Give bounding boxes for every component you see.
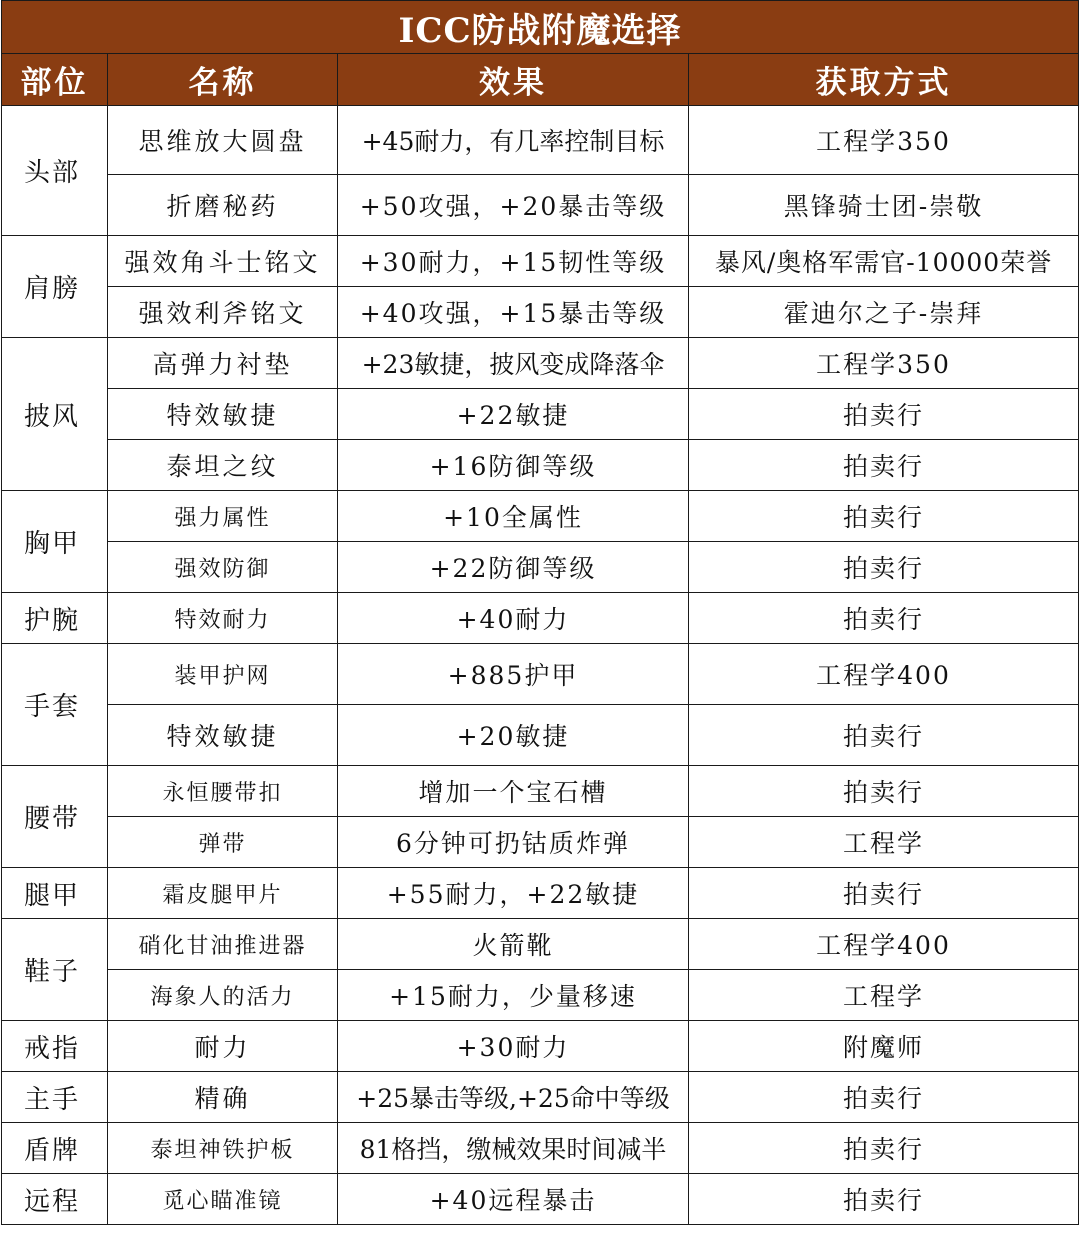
enchant-name-cell: 永恒腰带扣 — [108, 766, 338, 817]
table-row — [2, 1174, 1079, 1225]
enchant-name-cell: 泰坦神铁护板 — [108, 1123, 338, 1174]
enchant-name-cell: 高弹力衬垫 — [108, 338, 338, 389]
enchant-effect-cell: 火箭靴 — [338, 919, 689, 970]
table-row — [2, 593, 1079, 644]
slot-cell: 肩膀 — [2, 236, 108, 338]
enchant-name-cell: 特效敏捷 — [108, 389, 338, 440]
header-source: 获取方式 — [689, 54, 1079, 106]
enchant-effect-cell: +15耐力，少量移速 — [338, 970, 689, 1021]
slot-cell: 远程 — [2, 1174, 108, 1225]
enchant-name-cell: 强力属性 — [108, 491, 338, 542]
enchant-source-cell: 暴风/奥格军需官-10000荣誉 — [689, 236, 1079, 287]
enchant-source-cell: 拍卖行 — [689, 1072, 1079, 1123]
table-row — [2, 970, 1079, 1021]
enchant-source-cell: 工程学350 — [689, 338, 1079, 389]
slot-cell: 腰带 — [2, 766, 108, 868]
enchant-name-cell: 装甲护网 — [108, 644, 338, 705]
enchant-effect-cell: +22敏捷 — [338, 389, 689, 440]
enchant-effect-cell: 6分钟可扔钴质炸弹 — [338, 817, 689, 868]
enchant-name-cell: 耐力 — [108, 1021, 338, 1072]
enchant-effect-cell: +30耐力 — [338, 1021, 689, 1072]
slot-cell: 鞋子 — [2, 919, 108, 1021]
slot-cell: 头部 — [2, 106, 108, 236]
table-row — [2, 542, 1079, 593]
enchant-name-cell: 弹带 — [108, 817, 338, 868]
table-row — [2, 389, 1079, 440]
table-row — [2, 1072, 1079, 1123]
enchant-name-cell: 强效利斧铭文 — [108, 287, 338, 338]
table-row — [2, 491, 1079, 542]
enchant-name-cell: 海象人的活力 — [108, 970, 338, 1021]
enchant-source-cell: 拍卖行 — [689, 766, 1079, 817]
enchant-source-cell: 黑锋骑士团-崇敬 — [689, 175, 1079, 236]
enchant-source-cell: 工程学400 — [689, 644, 1079, 705]
enchant-source-cell: 拍卖行 — [689, 593, 1079, 644]
enchant-source-cell: 拍卖行 — [689, 1174, 1079, 1225]
enchant-effect-cell: +40耐力 — [338, 593, 689, 644]
enchant-effect-cell: +23敏捷，披风变成降落伞 — [338, 338, 689, 389]
enchant-effect-cell: +20敏捷 — [338, 705, 689, 766]
slot-cell: 戒指 — [2, 1021, 108, 1072]
table-row — [2, 705, 1079, 766]
enchant-effect-cell: +40攻强，+15暴击等级 — [338, 287, 689, 338]
enchant-source-cell: 附魔师 — [689, 1021, 1079, 1072]
enchant-effect-cell: 增加一个宝石槽 — [338, 766, 689, 817]
table-body — [2, 106, 1079, 1225]
enchant-source-cell: 拍卖行 — [689, 440, 1079, 491]
table-row — [2, 766, 1079, 817]
enchant-name-cell: 精确 — [108, 1072, 338, 1123]
table-row — [2, 1123, 1079, 1174]
enchant-source-cell: 拍卖行 — [689, 1123, 1079, 1174]
table-row — [2, 338, 1079, 389]
enchant-name-cell: 折磨秘药 — [108, 175, 338, 236]
enchant-source-cell: 工程学400 — [689, 919, 1079, 970]
enchant-source-cell: 工程学 — [689, 817, 1079, 868]
header-slot: 部位 — [2, 54, 108, 106]
enchant-source-cell: 工程学350 — [689, 106, 1079, 175]
slot-cell: 手套 — [2, 644, 108, 766]
table-row — [2, 106, 1079, 175]
enchant-effect-cell: +885护甲 — [338, 644, 689, 705]
enchant-name-cell: 霜皮腿甲片 — [108, 868, 338, 919]
enchant-table — [1, 0, 1079, 1225]
enchant-effect-cell: +40远程暴击 — [338, 1174, 689, 1225]
enchant-source-cell: 拍卖行 — [689, 389, 1079, 440]
table-row — [2, 236, 1079, 287]
enchant-name-cell: 泰坦之纹 — [108, 440, 338, 491]
enchant-effect-cell: +10全属性 — [338, 491, 689, 542]
slot-cell: 胸甲 — [2, 491, 108, 593]
enchant-source-cell: 工程学 — [689, 970, 1079, 1021]
table-row — [2, 919, 1079, 970]
enchant-effect-cell: +16防御等级 — [338, 440, 689, 491]
enchant-source-cell: 拍卖行 — [689, 705, 1079, 766]
enchant-source-cell: 拍卖行 — [689, 491, 1079, 542]
enchant-name-cell: 思维放大圆盘 — [108, 106, 338, 175]
enchant-name-cell: 特效敏捷 — [108, 705, 338, 766]
slot-cell: 主手 — [2, 1072, 108, 1123]
enchant-source-cell: 霍迪尔之子-崇拜 — [689, 287, 1079, 338]
enchant-name-cell: 特效耐力 — [108, 593, 338, 644]
enchant-effect-cell: +22防御等级 — [338, 542, 689, 593]
enchant-effect-cell: +50攻强，+20暴击等级 — [338, 175, 689, 236]
enchant-effect-cell: +45耐力，有几率控制目标 — [338, 106, 689, 175]
header-effect: 效果 — [338, 54, 689, 106]
enchant-effect-cell: +25暴击等级,+25命中等级 — [338, 1072, 689, 1123]
enchant-name-cell: 觅心瞄准镜 — [108, 1174, 338, 1225]
enchant-effect-cell: +30耐力，+15韧性等级 — [338, 236, 689, 287]
header-name: 名称 — [108, 54, 338, 106]
slot-cell: 腿甲 — [2, 868, 108, 919]
table-row — [2, 440, 1079, 491]
table-row — [2, 817, 1079, 868]
enchant-effect-cell: +55耐力，+22敏捷 — [338, 868, 689, 919]
enchant-source-cell: 拍卖行 — [689, 542, 1079, 593]
table-row — [2, 287, 1079, 338]
slot-cell: 护腕 — [2, 593, 108, 644]
table-row — [2, 1021, 1079, 1072]
enchant-source-cell: 拍卖行 — [689, 868, 1079, 919]
enchant-name-cell: 硝化甘油推进器 — [108, 919, 338, 970]
table-row — [2, 644, 1079, 705]
table-row — [2, 868, 1079, 919]
enchant-name-cell: 强效防御 — [108, 542, 338, 593]
table-title: ICC防战附魔选择 — [2, 1, 1079, 54]
enchant-effect-cell: 81格挡，缴械效果时间减半 — [338, 1123, 689, 1174]
slot-cell: 盾牌 — [2, 1123, 108, 1174]
table-row — [2, 175, 1079, 236]
slot-cell: 披风 — [2, 338, 108, 491]
enchant-name-cell: 强效角斗士铭文 — [108, 236, 338, 287]
